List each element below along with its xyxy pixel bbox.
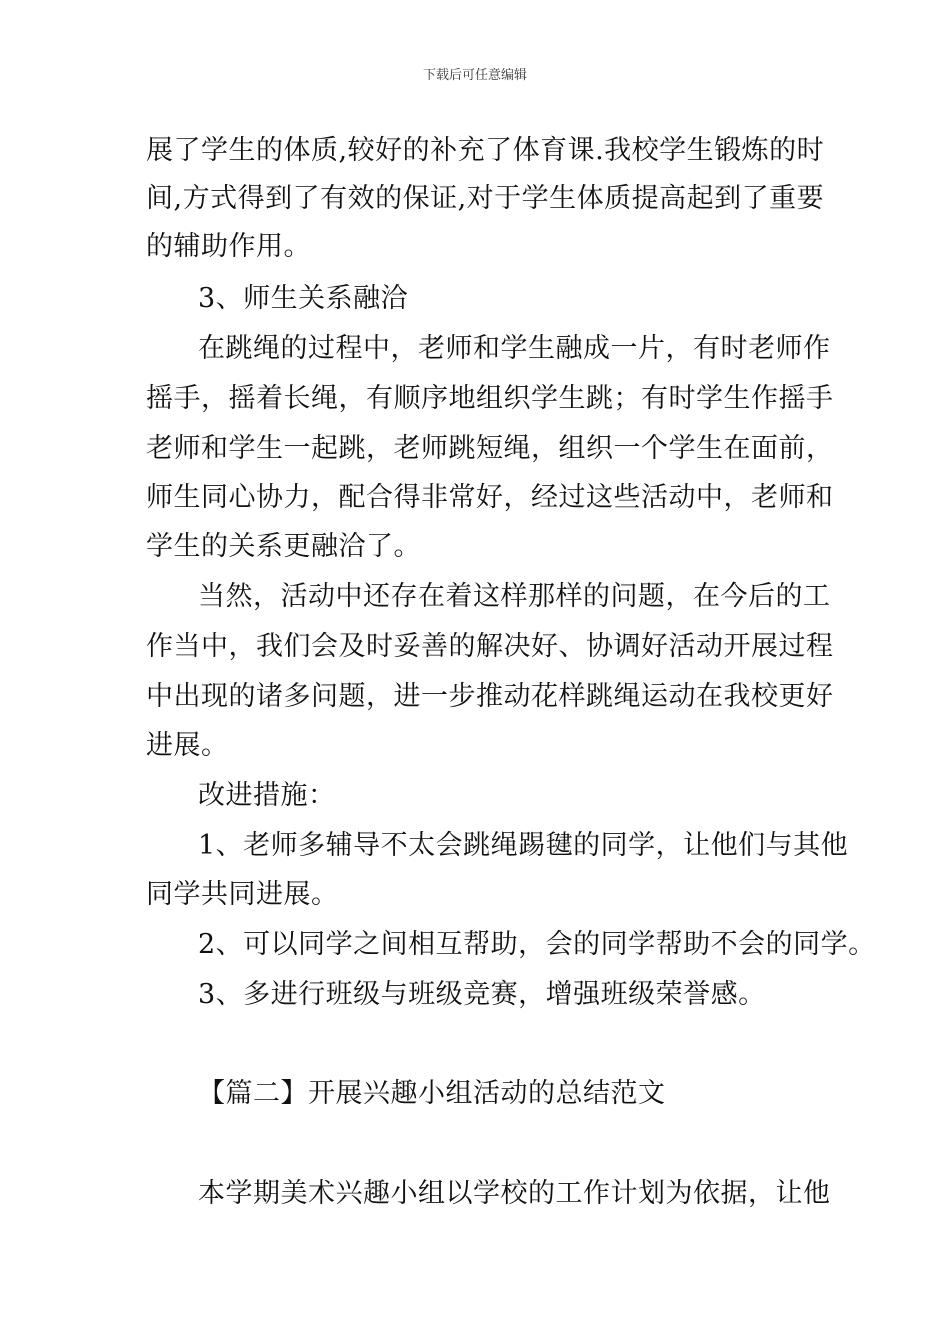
text-line: 进展。: [146, 730, 229, 761]
section-heading: 3、师生关系融洽: [198, 283, 409, 314]
text-line: 老师和学生一起跳，老师跳短绳，组织一个学生在面前，: [146, 433, 834, 464]
text-line: 师生同心协力，配合得非常好，经过这些活动中，老师和: [146, 482, 834, 513]
text-line: 改进措施：: [198, 780, 336, 811]
text-line: 间,方式得到了有效的保证,对于学生体质提高起到了重要: [146, 183, 825, 214]
list-item: 1、老师多辅导不太会跳绳踢毽的同学，让他们与其他: [198, 830, 849, 861]
page-header: 下载后可任意编辑: [422, 68, 527, 83]
text-line: 在跳绳的过程中，老师和学生融成一片，有时老师作: [198, 333, 831, 364]
list-item: 3、多进行班级与班级竞赛，增强班级荣誉感。: [198, 979, 766, 1010]
text-line: 的辅助作用。: [146, 231, 311, 262]
text-line: 学生的关系更融洽了。: [146, 531, 421, 562]
article-title: 【篇二】开展兴趣小组活动的总结范文: [198, 1078, 666, 1109]
text-line: 当然，活动中还存在着这样那样的问题，在今后的工: [198, 581, 831, 612]
text-line: 同学共同进展。: [146, 879, 339, 910]
text-line: 展了学生的体质,较好的补充了体育课.我校学生锻炼的时: [146, 135, 825, 166]
text-line: 摇手，摇着长绳，有顺序地组织学生跳；有时学生作摇手: [146, 383, 834, 414]
list-item: 2、可以同学之间相互帮助，会的同学帮助不会的同学。: [198, 929, 876, 960]
text-line: 作当中，我们会及时妥善的解决好、协调好活动开展过程: [146, 631, 834, 662]
text-line: 中出现的诸多问题，进一步推动花样跳绳运动在我校更好: [146, 681, 834, 712]
text-line: 本学期美术兴趣小组以学校的工作计划为依据，让他: [198, 1178, 831, 1209]
